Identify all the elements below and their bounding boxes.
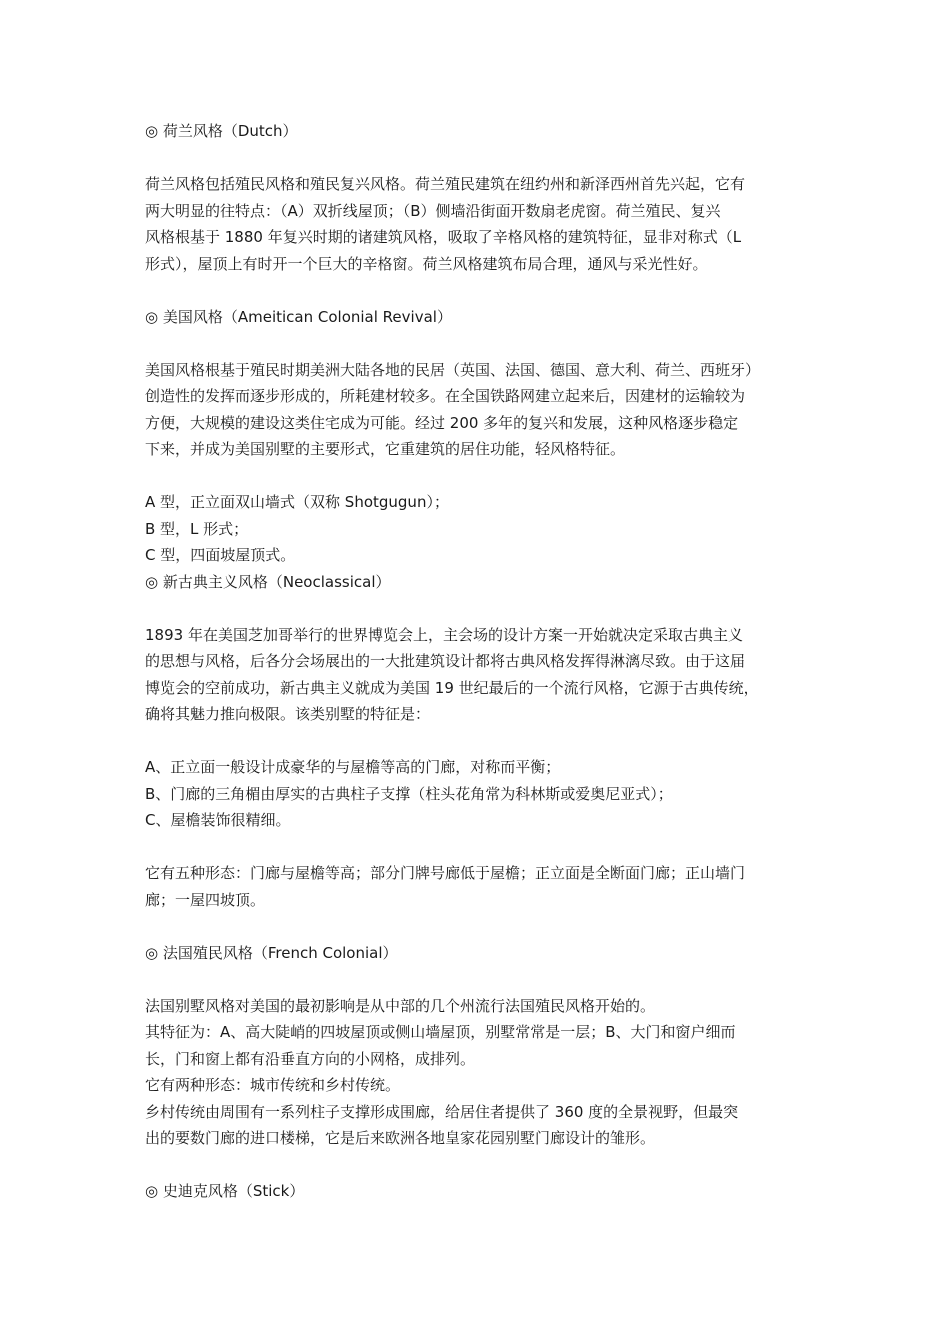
text-line: 下来，并成为美国别墅的主要形式，它重建筑的居住功能，轻风格特征。 [145, 440, 626, 458]
text-line: B、门廊的三角楣由厚实的古典柱子支撑（柱头花角常为科林斯或爱奥尼亚式）； [145, 784, 673, 803]
text-line: 1893 年在美国芝加哥举行的世界博览会上，主会场的设计方案一开始就决定采取古典主义 [145, 625, 743, 644]
text-line: 美国风格根基于殖民时期美洲大陆各地的民居（英国、法国、德国、意大利、荷兰、西班牙） [145, 360, 761, 379]
text-line: 它有五种形态：门廊与屋檐等高；部分门牌号廊低于屋檐；正立面是全断面门廊；正山墙门 [145, 864, 746, 882]
paragraph-gap [145, 463, 815, 490]
paragraph-gap [145, 277, 815, 304]
section-heading: ◎ 史迪克风格（Stick） [145, 1182, 305, 1200]
text-line: 乡村传统由周围有一系列柱子支撑形成围廊，给居住者提供了 360 度的全景视野，但最突 [145, 1102, 739, 1121]
paragraph-gap [145, 1152, 815, 1179]
text-line: 博览会的空前成功，新古典主义就成为美国 19 世纪最后的一个流行风格，它源于古典传统， [145, 678, 759, 697]
paragraph-gap [145, 834, 815, 861]
section-heading: ◎ 新古典主义风格（Neoclassical） [145, 572, 391, 591]
text-line: B 型，L 形式； [145, 519, 249, 538]
text-line: 它有两种形态：城市传统和乡村传统。 [145, 1076, 401, 1094]
text-line: C 型，四面坡屋顶式。 [145, 546, 296, 564]
paragraph-gap [145, 595, 815, 622]
text-line: 廊；一屋四坡顶。 [145, 890, 266, 909]
text-line: 两大明显的往特点：（A）双折线屋顶；（B）侧墙沿街面开数扇老虎窗。荷兰殖民、复兴 [145, 201, 721, 220]
paragraph-gap [145, 728, 815, 755]
text-line: 长，门和窗上都有沿垂直方向的小网格，成排列。 [145, 1049, 476, 1068]
text-line: 创造性的发挥而逐步形成的，所耗建材较多。在全国铁路网建立起来后，因建材的运输较为 [145, 387, 746, 405]
paragraph-gap [145, 145, 815, 172]
paragraph-gap [145, 966, 815, 993]
text-line: A、正立面一般设计成豪华的与屋檐等高的门廊，对称而平衡； [145, 758, 561, 776]
document-page [145, 118, 815, 1205]
text-line: 方便，大规模的建设这类住宅成为可能。经过 200 多年的复兴和发展，这种风格逐步稳定 [145, 413, 739, 432]
text-line: 形式），屋顶上有时开一个巨大的辛格窗。荷兰风格建筑布局合理，通风与采光性好。 [145, 254, 708, 273]
text-line: 风格根基于 1880 年复兴时期的诸建筑风格，吸取了辛格风格的建筑特征，显非对称式（L [145, 228, 742, 246]
section-heading: ◎ 荷兰风格（Dutch） [145, 122, 298, 140]
text-line: C、屋檐装饰很精细。 [145, 811, 291, 829]
text-line: 法国别墅风格对美国的最初影响是从中部的几个州流行法国殖民风格开始的。 [145, 996, 656, 1015]
text-line: 确将其魅力推向极限。该类别墅的特征是： [145, 705, 431, 723]
text-line: 出的要数门廊的进口楼梯，它是后来欧洲各地皇家花园别墅门廊设计的雏形。 [145, 1129, 656, 1147]
text-line: 荷兰风格包括殖民风格和殖民复兴风格。荷兰殖民建筑在纽约州和新泽西州首先兴起，它有 [145, 175, 746, 193]
paragraph-gap [145, 913, 815, 940]
text-line: 的思想与风格，后各分会场展出的一大批建筑设计都将古典风格发挥得淋漓尽致。由于这届 [145, 652, 746, 670]
section-heading: ◎ 美国风格（Ameitican Colonial Revival） [145, 307, 452, 326]
section-heading: ◎ 法国殖民风格（French Colonial） [145, 943, 398, 962]
paragraph-gap [145, 330, 815, 357]
text-line: 其特征为：A、高大陡峭的四坡屋顶或侧山墙屋顶，别墅常常是一层；B、大门和窗户细而 [145, 1023, 736, 1041]
text-line: A 型，正立面双山墙式（双称 Shotgugun）； [145, 493, 449, 511]
